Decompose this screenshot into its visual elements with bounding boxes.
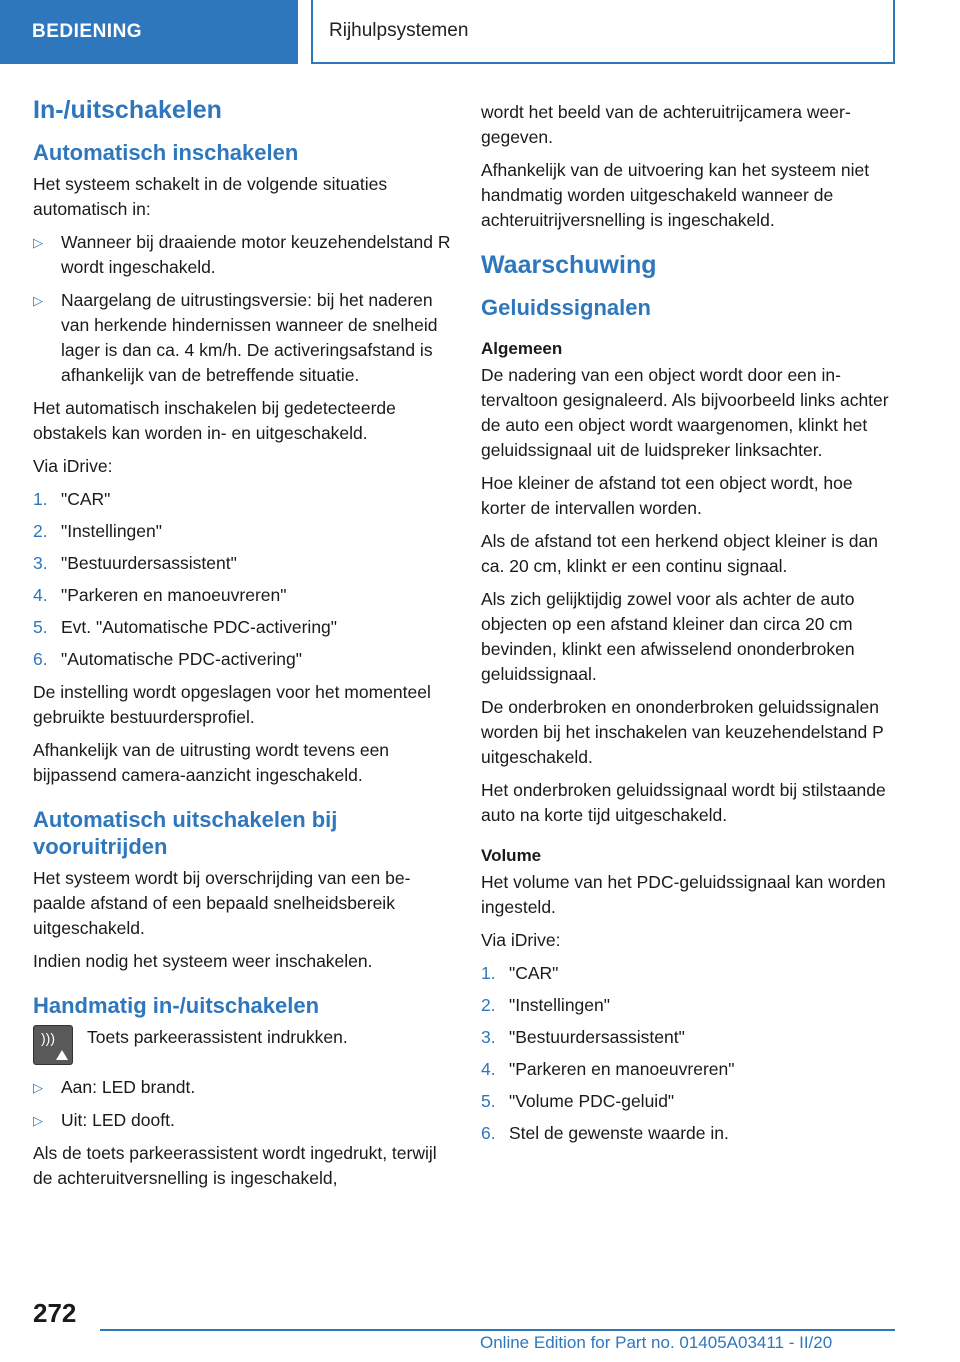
footer-edition: Online Edition for Part no. 01405A03411 - II/20 xyxy=(480,1333,833,1352)
triangle-bullet-icon: ▷ xyxy=(33,293,43,308)
general-heading: Algemeen xyxy=(481,339,563,358)
list-item: 6. "Automatische PDC-activering" xyxy=(33,649,302,669)
list-item: 5. Evt. "Automatische PDC-activering" xyxy=(33,617,337,637)
chapter-title: Rijhulpsystemen xyxy=(329,20,469,41)
general-p5: De onderbroken en ononderbroken geluidssignalen worden bij het inschakelen van keuzehendelstand P uitgeschakeld. xyxy=(481,697,884,767)
manual-heading: Handmatig in-/uitschakelen xyxy=(33,993,320,1018)
triangle-bullet-icon: ▷ xyxy=(33,235,43,250)
list-item: 1. "CAR" xyxy=(481,963,559,983)
list-item: 3. "Bestuurdersassistent" xyxy=(33,553,237,573)
via-idrive-label: Via iDrive: xyxy=(481,930,561,950)
list-item: 5. "Volume PDC-geluid" xyxy=(481,1091,675,1111)
general-p3: Als de afstand tot een herkend object kleiner is dan ca. 20 cm, klinkt er een continu signaal. xyxy=(481,531,878,576)
auto-on-note: Het automatisch inschakelen bij gedetecteerde obstakels kan worden in- en uitgeschakeld. xyxy=(33,398,396,443)
via-idrive-label: Via iDrive: xyxy=(33,456,113,476)
right-column xyxy=(481,100,899,1154)
volume-p1: Het volume van het PDC-geluidssignaal kan worden ingesteld. xyxy=(481,872,886,917)
general-p4: Als zich gelijktijdig zowel voor als achter de auto objecten op een afstand kleiner dan circa 20 cm bevinden, klinkt een afwisselend ononderbroken geluidssignaal. xyxy=(481,589,855,684)
manual-bullets xyxy=(33,1075,451,1133)
header-section-tab xyxy=(0,0,298,64)
page-number: 272 xyxy=(33,1298,77,1328)
auto-on-after-2: Afhankelijk van de uitrusting wordt tevens een bijpassend camera-aanzicht ingeschakeld. xyxy=(33,740,390,785)
list-item: 2. "Instellingen" xyxy=(33,521,162,541)
list-item: ▷ Uit: LED dooft. xyxy=(33,1108,451,1133)
auto-on-heading: Automatisch inschakelen xyxy=(33,140,299,165)
footer-divider xyxy=(100,1329,895,1331)
list-item: 1. "CAR" xyxy=(33,489,111,509)
left-column xyxy=(33,96,451,1199)
warning-heading: Waarschuwing xyxy=(481,251,657,279)
section-title: BEDIENING xyxy=(32,21,143,42)
manual-p1: Als de toets parkeerassistent wordt ingedrukt, terwijl de achteruitversnelling is ingeschakeld, xyxy=(33,1143,437,1188)
auto-on-bullets xyxy=(33,230,451,388)
list-item: ▷ Aan: LED brandt. xyxy=(33,1075,451,1100)
signals-heading: Geluidssignalen xyxy=(481,295,651,320)
list-item: 2. "Instellingen" xyxy=(481,995,610,1015)
general-p2: Hoe kleiner de afstand tot een object wordt, hoe korter de intervallen worden. xyxy=(481,473,853,518)
parking-assistant-row xyxy=(33,1025,451,1065)
parking-button-text: Toets parkeerassistent indrukken. xyxy=(87,1027,348,1047)
triangle-bullet-icon: ▷ xyxy=(33,1113,43,1128)
auto-on-after-1: De instelling wordt opgeslagen voor het momenteel gebruikte bestuurdersprofiel. xyxy=(33,682,431,727)
general-p6: Het onderbroken geluidssignaal wordt bij stilstaande auto na korte tijd uitgeschakeld. xyxy=(481,780,886,825)
continued-text-1: wordt het beeld van de achteruitrijcamera weergegeven. xyxy=(481,102,851,147)
list-item: ▷ Naargelang de uitrustingsversie: bij het naderen van herkende hindernissen wanneer de snelheid lager is dan ca. 4 km/h. De activeringsafstand is afhankelijk van de betreffende situatie. xyxy=(33,290,438,385)
auto-off-p1: Het systeem wordt bij overschrijding van een bepaalde afstand of een bepaald snelheidsbereik uitgeschakeld. xyxy=(33,868,411,938)
list-item: 4. "Parkeren en manoeuvreren" xyxy=(481,1059,735,1079)
auto-on-intro: Het systeem schakelt in de volgende situaties automatisch in: xyxy=(33,174,388,219)
list-item: 3. "Bestuurdersassistent" xyxy=(481,1027,685,1047)
auto-off-p2: Indien nodig het systeem weer inschakelen. xyxy=(33,951,373,971)
auto-on-steps xyxy=(33,487,451,672)
section-heading: In-/uitschakelen xyxy=(33,96,222,124)
parking-assistant-button-icon: ))) xyxy=(33,1025,73,1065)
list-item: 6. Stel de gewenste waarde in. xyxy=(481,1123,729,1143)
auto-off-heading: Automatisch uitschakelen bij vooruitrijden xyxy=(33,807,338,859)
volume-steps xyxy=(481,961,899,1146)
list-item: 4. "Parkeren en manoeuvreren" xyxy=(33,585,287,605)
general-p1: De nadering van een object wordt door een intervaltoon gesignaleerd. Als bijvoorbeeld links achter de auto een object wordt waargenomen, klinkt het geluidssignaal uit de luidspreker linksachter. xyxy=(481,365,889,460)
volume-heading: Volume xyxy=(481,846,542,865)
header-chapter-box xyxy=(311,0,895,64)
continued-text-2: Afhankelijk van de uitvoering kan het systeem niet handmatig worden uitgeschakeld wanneer de achteruitrijversnelling is ingeschakeld. xyxy=(481,160,870,230)
triangle-bullet-icon: ▷ xyxy=(33,1080,43,1095)
list-item: ▷ Wanneer bij draaiende motor keuzehendelstand R wordt ingeschakeld. xyxy=(33,232,451,277)
